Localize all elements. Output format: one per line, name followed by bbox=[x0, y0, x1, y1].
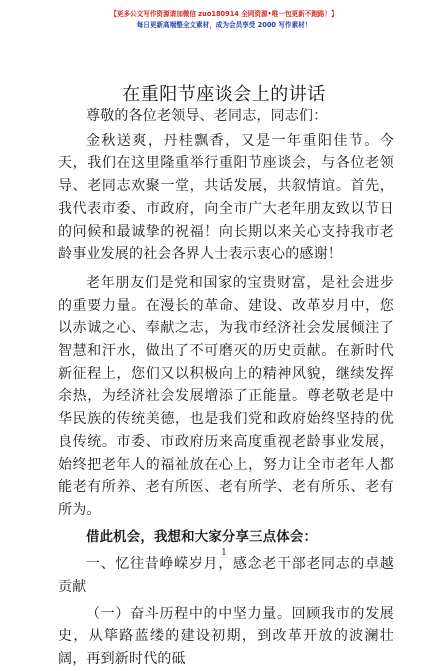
document-body bbox=[58, 105, 394, 671]
lead-in-heading: 借此机会，我想和大家分享三点体会： bbox=[86, 529, 318, 545]
section-heading: 一、忆往昔峥嵘岁月，感念老干部老同志的卓越贡献 bbox=[58, 556, 394, 596]
document-title: 在重阳节座谈会上的讲话 bbox=[122, 84, 326, 105]
subsection-paragraph: （一）奋斗历程中的中坚力量。回顾我市的发展史，从筚路蓝缕的建设初期，到改革开放的波澜壮阔，再到新时代的砥 bbox=[58, 605, 394, 668]
greeting-paragraph: 尊敬的各位老领导、老同志，同志们： bbox=[86, 108, 328, 124]
promo-banner-line-1: 【更多公文写作资源请加微信 zuo180914 全网资源•唯一包更新不跑路！】 bbox=[110, 10, 338, 18]
promo-banner-line-2: 每日更新高端整全文素材，成为会员享受 2000 写作素材！ bbox=[136, 21, 312, 29]
page-number: 1 bbox=[221, 548, 227, 558]
body-paragraph-1: 金秋送爽，丹桂飘香，又是一年重阳佳节。今天，我们在这里隆重举行重阳节座谈会，与各位老领导、老同志欢聚一堂，共话发展，共叙情谊。首先，我代表市委、市政府，向全市广大老年朋友致以节日的问候和最诚挚的祝福！向长期以来关心支持我市老龄事业发展的社会各界人士表示衷心的感谢！ bbox=[58, 132, 394, 263]
body-paragraph-2: 老年朋友们是党和国家的宝贵财富，是社会进步的重要力量。在漫长的革命、建设、改革岁月中，您以赤诚之心、奉献之志，为我市经济社会发展倾注了智慧和汗水，做出了不可磨灭的历史贡献。在新时代新征程上，您们又以积极向上的精神风貌，继续发挥余热，为经济社会发展增添了正能量。尊老敬老是中华民族的传统美德，也是我们党和政府始终坚持的优良传统。市委、市政府历来高度重视老龄事业发展，始终把老年人的福祉放在心上，努力让全市老年人都能老有所养、老有所医、老有所学、老有所乐、老有所为。 bbox=[58, 274, 394, 518]
